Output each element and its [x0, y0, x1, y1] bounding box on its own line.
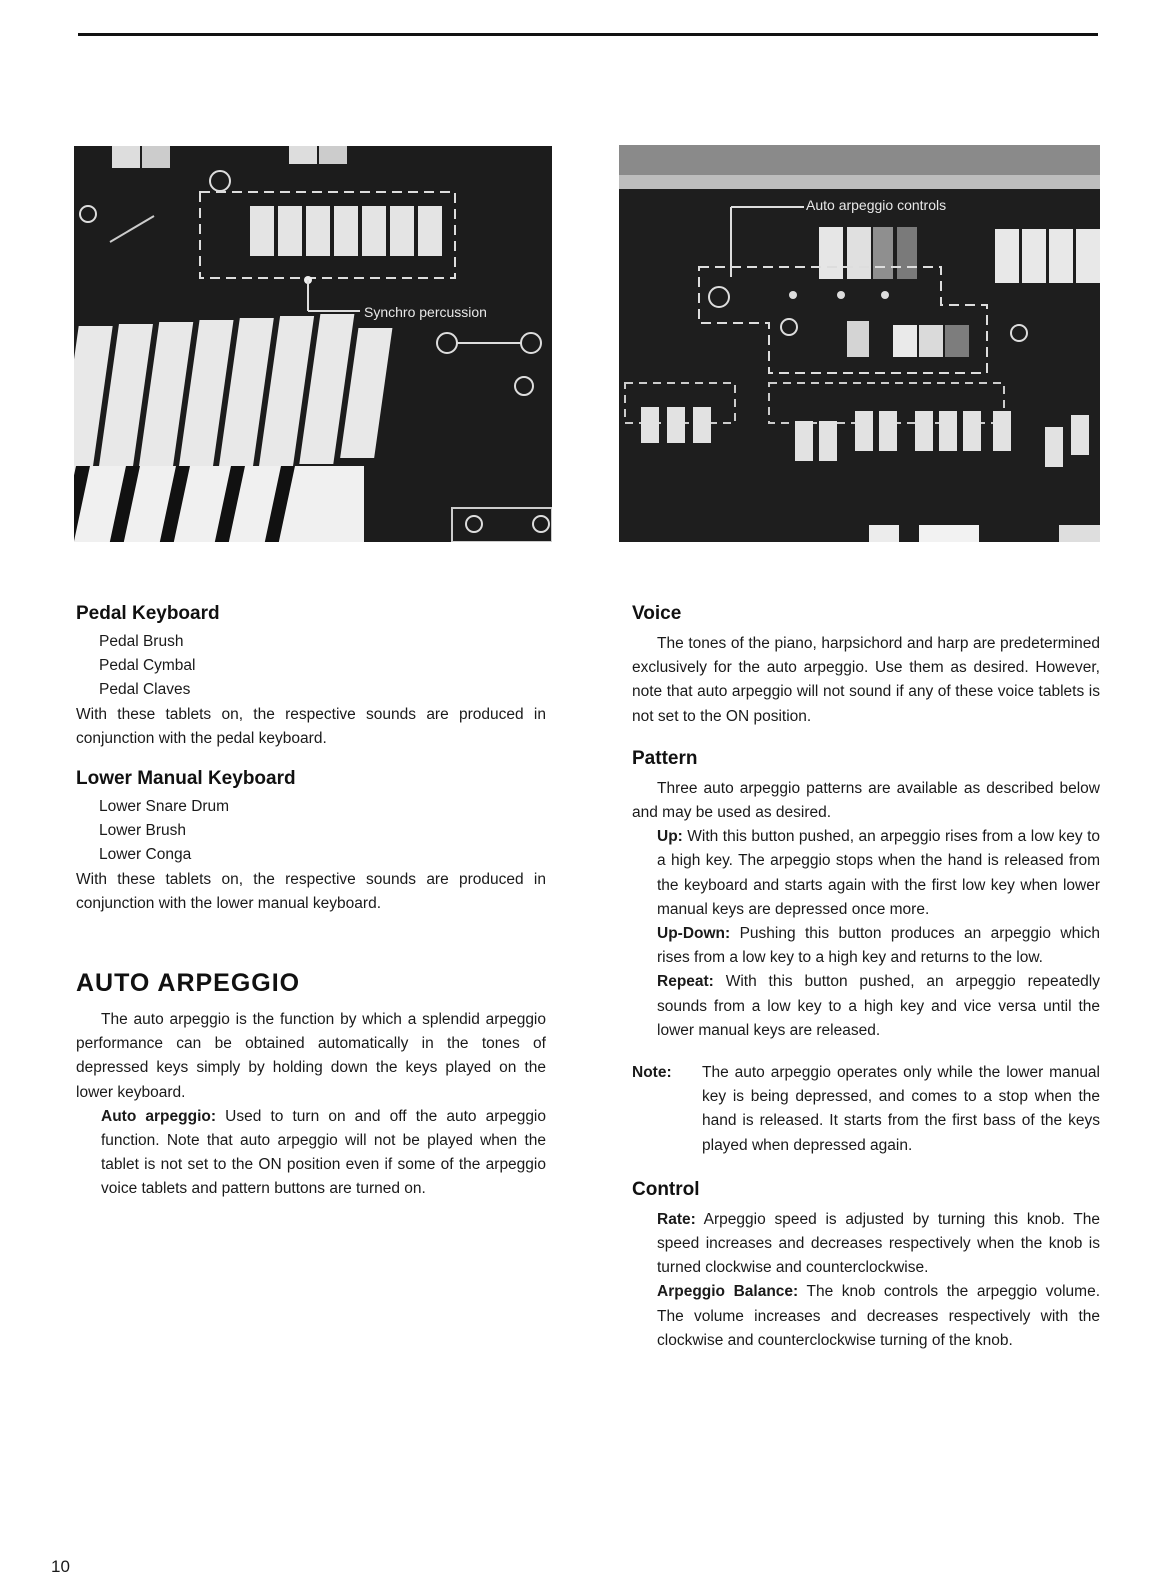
control-balance-term: Arpeggio Balance: — [657, 1283, 799, 1301]
pattern-updown-text: Pushing this button produces an arpeggio which rises from a low key to a high key and returns to the low. — [657, 925, 1101, 967]
list-item: Lower Conga — [99, 846, 192, 864]
list-item: Pedal Brush — [99, 633, 184, 650]
left-column — [76, 600, 546, 1202]
pattern-repeat-text: With this button pushed, an arpeggio repeatedly sounds from a low key to a high key and vice versa until the lower manual keys are released. — [657, 973, 1101, 1039]
page-number: 10 — [51, 1557, 70, 1576]
control-balance — [632, 1280, 1100, 1353]
control-rate — [632, 1208, 1100, 1281]
pattern-updown-term: Up-Down: — [657, 925, 731, 943]
note-block — [632, 1061, 1100, 1158]
note-label: Note: — [632, 1064, 672, 1082]
note-text: The auto arpeggio operates only while the lower manual key is being depressed, and comes to a stop when the hand is released. It starts from the first bass of the keys played when depressed again. — [702, 1064, 1100, 1154]
control-balance-text: The knob controls the arpeggio volume. The volume increases and decreases respectively with the clockwise and counterclockwise turning of the knob. — [657, 1283, 1100, 1349]
pattern-updown — [632, 922, 1100, 970]
pedal-keyboard-text: With these tablets on, the respective sounds are produced in conjunction with the pedal keyboard. — [76, 705, 546, 747]
auto-arpeggio-controls-photo — [619, 145, 1100, 542]
pattern-up-term: Up: — [657, 828, 683, 846]
synchro-percussion-callout: Synchro percussion — [364, 304, 487, 320]
pattern-heading: Pattern — [632, 747, 698, 769]
auto-arpeggio-term: Auto arpeggio: — [101, 1107, 217, 1125]
list-item: Lower Brush — [99, 822, 187, 840]
auto-arpeggio-heading: AUTO ARPEGGIO — [76, 969, 301, 998]
list-item: Pedal Claves — [99, 681, 191, 699]
control-rate-text: Arpeggio speed is adjusted by turning this knob. The speed increases and decreases respectively when the knob is turned clockwise and counterclockwise. — [657, 1210, 1100, 1277]
synchro-percussion-photo — [74, 146, 552, 542]
auto-arpeggio-definition — [76, 1105, 546, 1202]
voice-text: The tones of the piano, harpsichord and harp are predetermined exclusively for the auto arpeggio. Use them as desired. However, note that auto arpeggio will not sound if any of these voice tablets is not set to the ON position. — [632, 635, 1100, 725]
auto-arpeggio-controls-callout: Auto arpeggio controls — [806, 197, 947, 213]
lower-manual-heading: Lower Manual Keyboard — [76, 768, 296, 790]
pattern-up — [632, 825, 1100, 922]
lower-manual-list — [76, 795, 546, 868]
pattern-up-text: With this button pushed, an arpeggio rises from a low key to a high key. The arpeggio stops when the hand is released from the keyboard and starts again with the first low key when lower manual keys are depressed once more. — [657, 828, 1100, 918]
pedal-keyboard-heading: Pedal Keyboard — [76, 603, 220, 624]
pattern-repeat — [632, 970, 1100, 1043]
list-item: Lower Snare Drum — [99, 798, 230, 816]
voice-heading: Voice — [632, 603, 682, 624]
control-rate-term: Rate: — [657, 1210, 696, 1228]
control-heading: Control — [632, 1178, 700, 1200]
top-rule — [78, 33, 1098, 36]
list-item: Pedal Cymbal — [99, 657, 196, 675]
lower-manual-text: With these tablets on, the respective sounds are produced in conjunction with the lower manual keyboard. — [76, 870, 546, 912]
auto-arpeggio-intro: The auto arpeggio is the function by which a splendid arpeggio performance can be obtained automatically in the tones of depressed keys simply by holding down the keys played on the lower keyboard. — [76, 1011, 546, 1101]
right-column — [632, 600, 1100, 1353]
pattern-repeat-term: Repeat: — [657, 973, 714, 991]
auto-arpeggio-term-text: Used to turn on and off the auto arpeggio function. Note that auto arpeggio will not be played when the tablet is not set to the ON position even if some of the arpeggio voice tablets and pattern buttons are turned on. — [101, 1107, 546, 1198]
pedal-keyboard-list — [76, 630, 546, 703]
pattern-intro: Three auto arpeggio patterns are available as described below and may be used as desired. — [632, 779, 1100, 822]
